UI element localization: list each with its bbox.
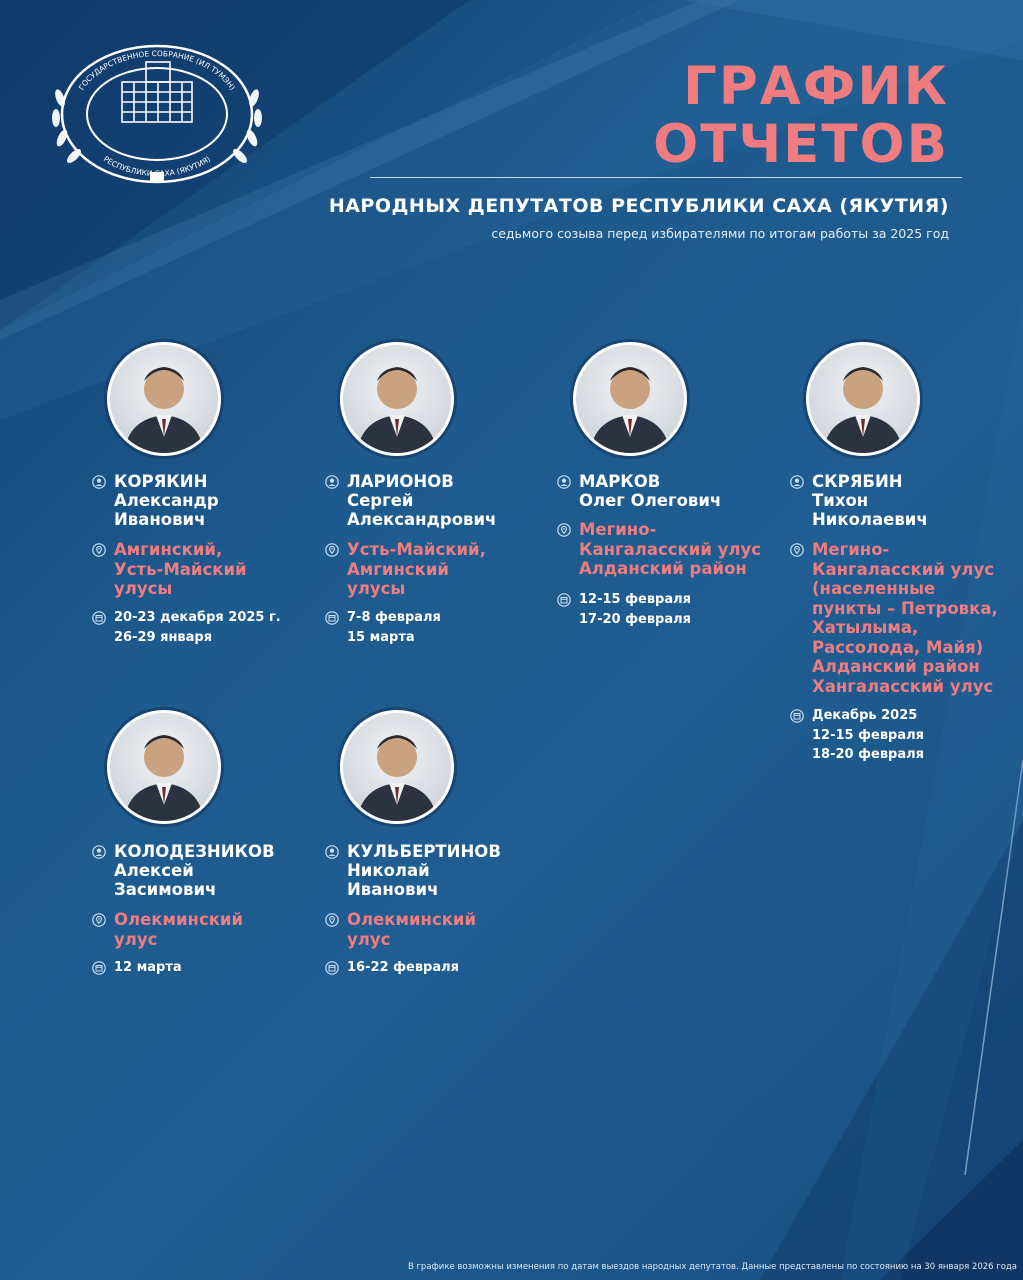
deputy-patronymic: Александрович (347, 510, 497, 529)
deputy-district: Мегино- Кангаласский улус (населенные пункты – Петровка, Хатылыма, Рассолода, Майя) Алданский район Хангаласский улус (812, 540, 998, 696)
deputy-patronymic: Николаевич (812, 510, 928, 529)
deputy-photo (340, 710, 454, 824)
report-date: 20-23 декабря 2025 г. (114, 610, 281, 625)
deputy-photo (573, 342, 687, 456)
report-date: 26-29 января (114, 629, 213, 645)
deputy-dates-row (92, 608, 281, 647)
svg-text:ГОСУДАРСТВЕННОЕ СОБРАНИЕ (ИЛ Т: ГОСУДАРСТВЕННОЕ СОБРАНИЕ (ИЛ ТУМЭН) (76, 48, 238, 92)
deputy-surname: КУЛЬБЕРТИНОВ (347, 842, 501, 861)
deputy-name (347, 472, 496, 529)
deputy-dates (114, 958, 182, 978)
calendar-icon (325, 960, 339, 974)
person-icon (790, 474, 804, 488)
person-icon (92, 844, 106, 858)
deputy-name-row (92, 472, 219, 529)
deputy-surname: ЛАРИОНОВ (347, 472, 454, 491)
deputy-surname: КОЛОДЕЗНИКОВ (114, 842, 275, 861)
deputy-place-row (325, 910, 476, 949)
page-subtitle: НАРОДНЫХ ДЕПУТАТОВ РЕСПУБЛИКИ САХА (ЯКУТИЯ) (328, 195, 949, 217)
deputy-dates (579, 590, 691, 629)
deputy-dates-row (557, 590, 691, 629)
report-date: Декабрь 2025 (812, 708, 918, 723)
calendar-icon (325, 610, 339, 624)
deputy-district: Усть-Майский, Амгинский улусы (347, 540, 486, 598)
deputy-name (579, 472, 721, 510)
deputy-given-name: Олег Олегович (579, 491, 722, 510)
person-icon (325, 474, 339, 488)
deputy-district: Мегино- Кангаласский улус Алданский район (579, 520, 761, 578)
parliament-emblem (46, 38, 268, 190)
location-pin-icon (557, 522, 571, 536)
deputy-given-name: Тихон (812, 491, 869, 510)
deputy-district: Амгинский, Усть-Майский улусы (114, 540, 247, 598)
deputy-name (347, 842, 501, 899)
person-icon (557, 474, 571, 488)
deputy-name (812, 472, 928, 529)
footnote: В графике возможны изменения по датам выездов народных депутатов. Данные представлены по состоянию на 30 января 2026 года (407, 1262, 1017, 1272)
deputy-dates (114, 608, 281, 647)
header-divider (370, 177, 962, 178)
location-pin-icon (92, 542, 106, 556)
deputy-dates (347, 958, 459, 978)
deputy-district: Олекминский улус (114, 910, 244, 949)
deputy-given-name: Алексей (114, 861, 194, 880)
deputy-place-row (92, 910, 243, 949)
deputy-patronymic: Иванович (347, 880, 439, 899)
deputy-photo (806, 342, 920, 456)
deputy-name-row (557, 472, 721, 510)
title-line-1: ГРАФИК (683, 56, 949, 117)
report-date: 17-20 февраля (579, 611, 691, 627)
deputy-district: Олекминский улус (347, 910, 477, 949)
deputy-photo (107, 710, 221, 824)
deputy-given-name: Сергей (347, 491, 414, 510)
deputy-name (114, 842, 275, 899)
deputy-patronymic: Засимович (114, 880, 217, 899)
person-icon (325, 844, 339, 858)
title-line-2: ОТЧЕТОВ (653, 114, 949, 175)
calendar-icon (557, 592, 571, 606)
report-date: 12-15 февраля (579, 592, 691, 607)
svg-text:РЕСПУБЛИКИ САХА (ЯКУТИЯ): РЕСПУБЛИКИ САХА (ЯКУТИЯ) (101, 154, 213, 179)
location-pin-icon (325, 542, 339, 556)
deputy-dates-row (325, 608, 441, 647)
calendar-icon (92, 960, 106, 974)
report-date: 12 марта (114, 960, 182, 975)
deputy-dates-row (92, 958, 182, 978)
calendar-icon (92, 610, 106, 624)
deputy-photo (107, 342, 221, 456)
deputy-dates (347, 608, 441, 647)
location-pin-icon (92, 912, 106, 926)
deputy-given-name: Николай (347, 861, 430, 880)
deputy-surname: МАРКОВ (579, 472, 661, 491)
report-date: 16-22 февраля (347, 960, 459, 975)
deputy-place-row (92, 540, 247, 599)
person-icon (92, 474, 106, 488)
location-pin-icon (325, 912, 339, 926)
deputy-given-name: Александр (114, 491, 219, 510)
deputy-name (114, 472, 219, 529)
location-pin-icon (790, 542, 804, 556)
deputy-photo (340, 342, 454, 456)
deputy-surname: СКРЯБИН (812, 472, 903, 491)
deputy-place-row (557, 520, 761, 579)
deputy-name-row (325, 842, 501, 899)
page-title (653, 58, 949, 174)
report-date: 18-20 февраля (812, 747, 924, 762)
report-date: 15 марта (347, 629, 415, 645)
deputy-dates (812, 706, 924, 765)
deputy-name-row (92, 842, 275, 899)
deputy-dates-row (325, 958, 459, 978)
deputy-dates-row (790, 706, 924, 765)
report-date: 7-8 февраля (347, 610, 441, 625)
deputy-surname: КОРЯКИН (114, 472, 208, 491)
page-subtitle-secondary: седьмого созыва перед избирателями по итогам работы за 2025 год (491, 226, 949, 241)
deputy-place-row (325, 540, 486, 599)
calendar-icon (790, 708, 804, 722)
deputy-place-row (790, 540, 998, 696)
deputy-patronymic: Иванович (114, 510, 206, 529)
deputy-name-row (790, 472, 928, 529)
deputy-name-row (325, 472, 496, 529)
report-date: 12-15 февраля (812, 727, 924, 743)
